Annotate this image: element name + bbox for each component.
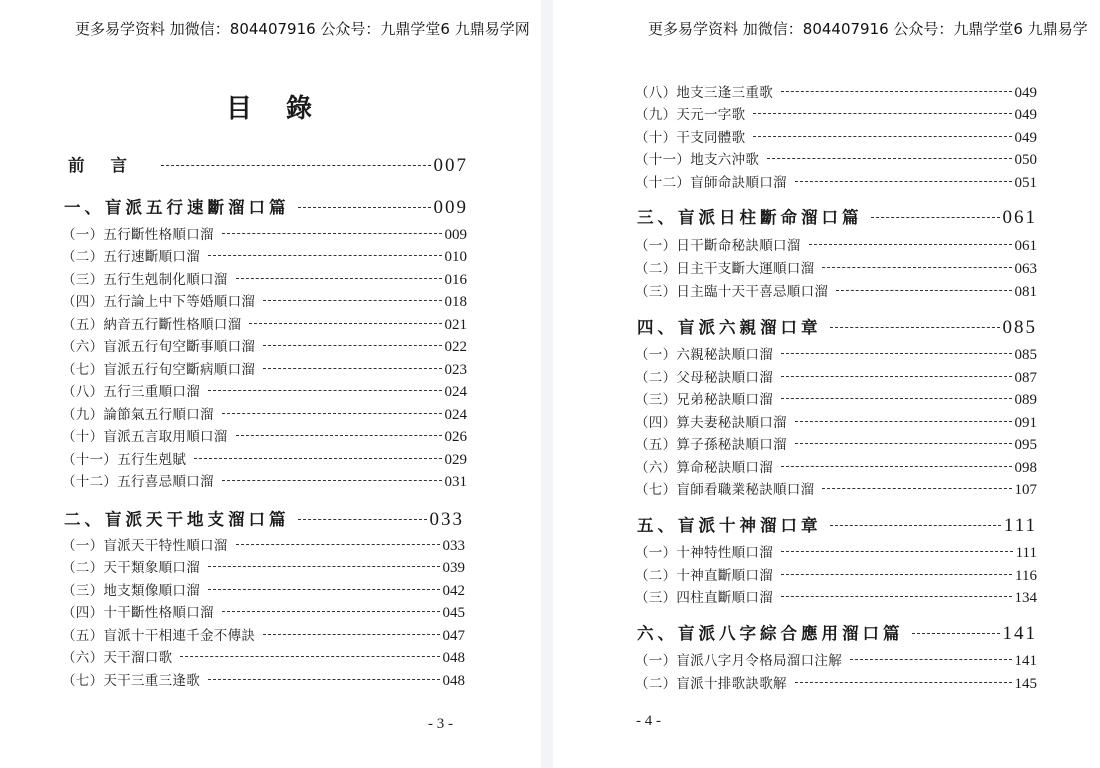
dotted-leader — [222, 611, 440, 612]
toc-entry[interactable] — [62, 579, 465, 600]
toc-label: （三）日主臨十天干喜忌順口溜 — [635, 284, 829, 300]
toc-page: 048 — [442, 650, 465, 666]
page-number: - 3 - — [428, 716, 453, 732]
toc-label: 前言 — [68, 156, 153, 175]
toc-page: 049 — [1014, 85, 1037, 101]
toc-entry[interactable] — [635, 103, 1037, 124]
dotted-leader — [236, 435, 442, 436]
toc-page: 049 — [1014, 130, 1037, 146]
toc-label: （二）十神直斷順口溜 — [635, 568, 773, 584]
toc-title: 目錄 — [226, 94, 347, 124]
toc-entry[interactable] — [62, 646, 465, 667]
toc-label: （一）日干斷命秘訣順口溜 — [635, 238, 801, 254]
toc-page: 031 — [444, 474, 467, 490]
dotted-leader — [795, 421, 1012, 422]
toc-page: 061 — [1002, 207, 1037, 228]
toc-entry[interactable] — [635, 586, 1037, 607]
dotted-leader — [161, 165, 431, 166]
toc-page: 107 — [1014, 482, 1037, 498]
toc-page: 029 — [444, 452, 467, 468]
toc-entry[interactable] — [62, 268, 467, 289]
toc-label: （六）盲派五行旬空斷事順口溜 — [62, 339, 256, 355]
toc-label: （十）盲派五言取用順口溜 — [62, 429, 228, 445]
toc-page: 009 — [444, 227, 467, 243]
toc-label: （九）論節氣五行順口溜 — [62, 407, 214, 423]
toc-label: （三）地支類像順口溜 — [62, 583, 200, 599]
toc-chapter-6[interactable] — [637, 620, 1037, 645]
dotted-leader — [298, 207, 431, 208]
toc-entry[interactable] — [635, 388, 1037, 409]
toc-page: 033 — [429, 509, 464, 530]
toc-entry[interactable] — [635, 541, 1037, 562]
toc-entry[interactable] — [62, 358, 467, 379]
toc-page: 022 — [444, 339, 467, 355]
toc-page: 063 — [1014, 261, 1037, 277]
toc-chapter-1[interactable] — [64, 194, 468, 219]
toc-entry[interactable] — [635, 564, 1037, 585]
toc-page: 024 — [444, 407, 467, 423]
toc-page: 095 — [1014, 437, 1037, 453]
toc-page: 016 — [444, 272, 467, 288]
toc-page: 111 — [1003, 515, 1037, 536]
dotted-leader — [781, 398, 1012, 399]
toc-entry[interactable] — [62, 556, 465, 577]
toc-entry[interactable] — [62, 601, 465, 622]
toc-page: 033 — [442, 538, 465, 554]
dotted-leader — [830, 327, 1000, 328]
toc-entry[interactable] — [635, 649, 1037, 670]
toc-label: （二）五行速斷順口溜 — [62, 249, 200, 265]
dotted-leader — [781, 376, 1012, 377]
toc-label: 二、盲派天干地支溜口篇 — [64, 510, 290, 529]
toc-entry[interactable] — [62, 335, 467, 356]
toc-entry[interactable] — [635, 280, 1037, 301]
dotted-leader — [298, 519, 427, 520]
toc-label: （二）盲派十排歌訣歌解 — [635, 676, 787, 692]
toc-entry[interactable] — [635, 411, 1037, 432]
toc-label: 三、盲派日柱斷命溜口篇 — [637, 208, 863, 227]
toc-label: 一、盲派五行速斷溜口篇 — [64, 198, 290, 217]
dotted-leader — [836, 290, 1011, 291]
toc-entry[interactable] — [635, 672, 1037, 693]
toc-label: （四）算夫妻秘訣順口溜 — [635, 415, 787, 431]
dotted-leader — [208, 589, 440, 590]
toc-entry[interactable] — [62, 313, 467, 334]
toc-label: （十二）盲師命訣順口溜 — [635, 175, 787, 191]
toc-page: 023 — [444, 362, 467, 378]
toc-label: （四）五行論上中下等婚順口溜 — [62, 294, 256, 310]
dotted-leader — [850, 659, 1012, 660]
toc-label: （五）納音五行斷性格順口溜 — [62, 317, 242, 333]
toc-entry[interactable] — [635, 343, 1037, 364]
toc-label: （三）五行生剋制化順口溜 — [62, 272, 228, 288]
dotted-leader — [822, 267, 1011, 268]
dotted-leader — [263, 300, 441, 301]
page-gutter — [541, 0, 553, 768]
toc-page: 024 — [444, 384, 467, 400]
dotted-leader — [222, 480, 442, 481]
toc-page: 087 — [1014, 370, 1037, 386]
toc-page: 061 — [1014, 238, 1037, 254]
toc-chapter-3[interactable] — [637, 204, 1037, 229]
dotted-leader — [263, 634, 439, 635]
dotted-leader — [781, 353, 1012, 354]
dotted-leader — [781, 466, 1012, 467]
toc-page: 085 — [1014, 347, 1037, 363]
toc-label: （六）算命秘訣順口溜 — [635, 460, 773, 476]
watermark-header: 更多易学资料 加微信：804407916 公众号：九鼎学堂6 九鼎易学网 — [75, 20, 530, 38]
toc-chapter-2[interactable] — [64, 506, 464, 531]
dotted-leader — [263, 345, 441, 346]
dotted-leader — [822, 488, 1011, 489]
toc-page: 045 — [442, 605, 465, 621]
dotted-leader — [222, 413, 442, 414]
toc-entry[interactable] — [62, 534, 465, 555]
dotted-leader — [781, 596, 1012, 597]
dotted-leader — [767, 158, 1011, 159]
toc-page: 111 — [1015, 545, 1037, 561]
toc-page: 145 — [1014, 676, 1037, 692]
dotted-leader — [795, 682, 1012, 683]
toc-page: 010 — [444, 249, 467, 265]
toc-chapter-4[interactable] — [637, 314, 1037, 339]
toc-page: 042 — [442, 583, 465, 599]
dotted-leader — [912, 633, 1000, 634]
toc-page: 116 — [1015, 568, 1037, 584]
toc-label: （六）天干溜口歌 — [62, 650, 173, 666]
toc-page: 026 — [444, 429, 467, 445]
toc-page: 051 — [1014, 175, 1037, 191]
toc-page: 091 — [1014, 415, 1037, 431]
toc-label: （八）地支三逢三重歌 — [635, 85, 773, 101]
toc-page: 050 — [1014, 152, 1037, 168]
toc-entry[interactable] — [62, 380, 467, 401]
dotted-leader — [236, 544, 440, 545]
toc-entry[interactable] — [62, 425, 467, 446]
toc-label: （一）六親秘訣順口溜 — [635, 347, 773, 363]
dotted-leader — [222, 233, 442, 234]
toc-page: 134 — [1014, 590, 1037, 606]
toc-page: 089 — [1014, 392, 1037, 408]
left-page — [0, 0, 541, 768]
dotted-leader — [208, 566, 440, 567]
toc-label: （七）盲派五行旬空斷病順口溜 — [62, 362, 256, 378]
toc-label: （一）十神特性順口溜 — [635, 545, 773, 561]
toc-entry[interactable] — [635, 126, 1037, 147]
dotted-leader — [208, 679, 440, 680]
dotted-leader — [795, 181, 1012, 182]
dotted-leader — [781, 574, 1012, 575]
toc-label: （二）日主干支斷大運順口溜 — [635, 261, 815, 277]
toc-label: （十一）地支六沖歌 — [635, 152, 760, 168]
toc-page: 049 — [1014, 107, 1037, 123]
dotted-leader — [781, 551, 1013, 552]
dotted-leader — [795, 443, 1012, 444]
toc-label: 四、盲派六親溜口章 — [637, 318, 822, 337]
dotted-leader — [180, 656, 439, 657]
toc-page: 047 — [442, 628, 465, 644]
toc-entry[interactable] — [62, 223, 467, 244]
toc-entry[interactable] — [635, 456, 1037, 477]
toc-entry[interactable] — [62, 403, 467, 424]
toc-page: 009 — [433, 197, 468, 218]
dotted-leader — [781, 91, 1012, 92]
dotted-leader — [809, 244, 1012, 245]
toc-label: （七）盲師看職業秘訣順口溜 — [635, 482, 815, 498]
dotted-leader — [830, 525, 1001, 526]
toc-page: 048 — [442, 673, 465, 689]
toc-page: 141 — [1014, 653, 1037, 669]
toc-page: 141 — [1002, 623, 1037, 644]
dotted-leader — [208, 390, 442, 391]
toc-entry[interactable] — [62, 470, 467, 491]
toc-label: （一）盲派天干特性順口溜 — [62, 538, 228, 554]
toc-page: 081 — [1014, 284, 1037, 300]
toc-page: 098 — [1014, 460, 1037, 476]
dotted-leader — [753, 136, 1011, 137]
toc-label: （十二）五行喜忌順口溜 — [62, 474, 214, 490]
toc-entry[interactable] — [635, 478, 1037, 499]
toc-preface[interactable] — [68, 152, 468, 177]
dotted-leader — [249, 323, 441, 324]
toc-page: 039 — [442, 560, 465, 576]
toc-label: （三）四柱直斷順口溜 — [635, 590, 773, 606]
dotted-leader — [236, 278, 442, 279]
toc-page: 018 — [444, 294, 467, 310]
toc-label: （八）五行三重順口溜 — [62, 384, 200, 400]
dotted-leader — [263, 368, 441, 369]
toc-entry[interactable] — [635, 234, 1037, 255]
toc-label: （一）盲派八字月令格局溜口注解 — [635, 653, 842, 669]
toc-label: （四）十干斷性格順口溜 — [62, 605, 214, 621]
toc-entry[interactable] — [635, 366, 1037, 387]
toc-entry[interactable] — [635, 81, 1037, 102]
toc-page: 007 — [433, 155, 468, 176]
toc-entry[interactable] — [62, 245, 467, 266]
toc-label: （十一）五行生剋賦 — [62, 452, 187, 468]
page-number: - 4 - — [636, 713, 661, 729]
right-page — [553, 0, 1100, 768]
watermark-header: 更多易学资料 加微信：804407916 公众号：九鼎学堂6 九鼎易学 — [648, 20, 1088, 38]
dotted-leader — [208, 255, 442, 256]
toc-entry[interactable] — [62, 624, 465, 645]
toc-entry[interactable] — [635, 257, 1037, 278]
toc-label: （九）天元一字歌 — [635, 107, 746, 123]
toc-chapter-5[interactable] — [637, 512, 1037, 537]
toc-label: （一）五行斷性格順口溜 — [62, 227, 214, 243]
dotted-leader — [194, 458, 441, 459]
dotted-leader — [753, 113, 1011, 114]
toc-label: （二）父母秘訣順口溜 — [635, 370, 773, 386]
toc-label: （二）天干類象順口溜 — [62, 560, 200, 576]
toc-label: （三）兄弟秘訣順口溜 — [635, 392, 773, 408]
dotted-leader — [871, 217, 1000, 218]
toc-label: （五）算子孫秘訣順口溜 — [635, 437, 787, 453]
toc-entry[interactable] — [62, 669, 465, 690]
toc-page: 021 — [444, 317, 467, 333]
toc-entry[interactable] — [62, 448, 467, 469]
toc-label: 六、盲派八字綜合應用溜口篇 — [637, 624, 904, 643]
toc-entry[interactable] — [635, 148, 1037, 169]
toc-page: 085 — [1002, 317, 1037, 338]
toc-entry[interactable] — [635, 171, 1037, 192]
toc-label: （五）盲派十干相連千金不傳訣 — [62, 628, 256, 644]
toc-label: 五、盲派十神溜口章 — [637, 516, 822, 535]
toc-entry[interactable] — [635, 433, 1037, 454]
toc-label: （十）干支同體歌 — [635, 130, 746, 146]
toc-entry[interactable] — [62, 290, 467, 311]
toc-label: （七）天干三重三逢歌 — [62, 673, 200, 689]
